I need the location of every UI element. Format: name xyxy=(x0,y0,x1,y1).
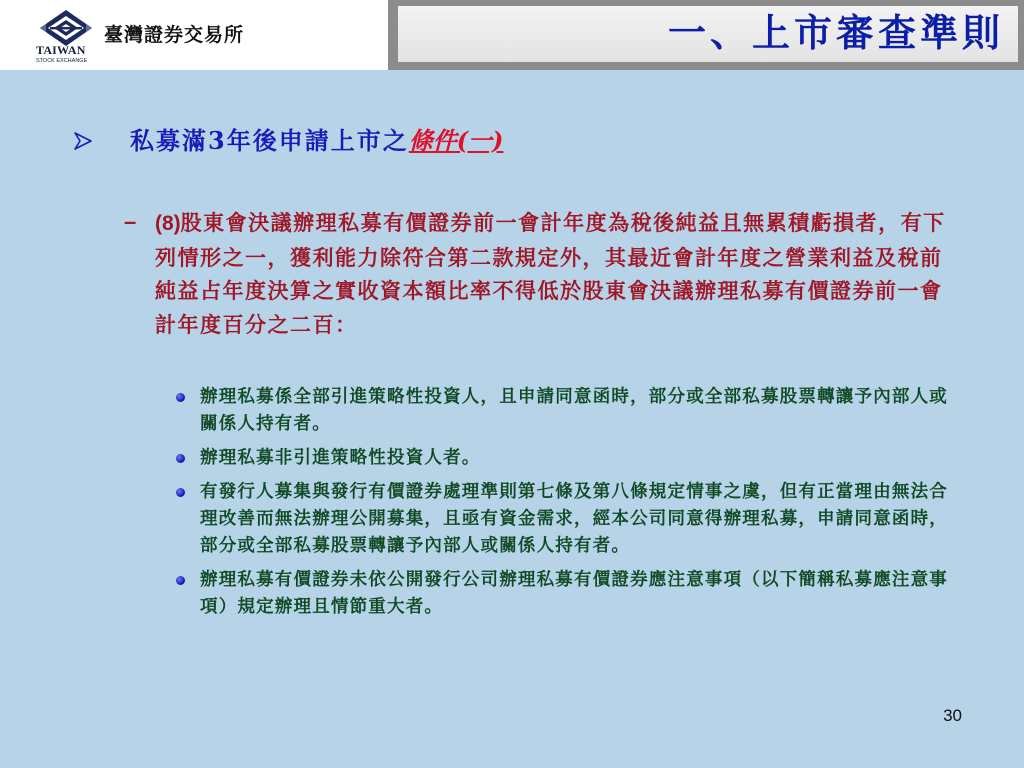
heading-main: 私募滿3年後申請上市之 xyxy=(130,126,409,155)
logo-text-en-sub: STOCK EXCHANGE xyxy=(36,58,88,64)
dot-bullet-icon xyxy=(176,393,185,402)
dash-bullet: – xyxy=(124,209,137,234)
list-item xyxy=(174,567,954,621)
logo-text-en: TAIWAN xyxy=(36,43,86,57)
dot-bullet-icon xyxy=(176,488,185,497)
list-item xyxy=(174,445,954,472)
list-item-text: 辦理私募非引進策略性投資人者。 xyxy=(200,448,481,468)
list-item-text: 有發行人募集與發行有價證券處理準則第七條及第八條規定情事之虞，但有正當理由無法合理改善而無法辦理公開募集，且亟有資金需求，經本公司同意得辦理私募，申請同意函時，部分或全部私募股票轉讓予內部人或關係人持有者。 xyxy=(200,482,948,556)
dot-bullet-icon xyxy=(176,454,185,463)
sub-item-lead: (8) xyxy=(155,212,181,235)
dot-bullet-icon xyxy=(176,576,185,585)
tse-logo-icon xyxy=(36,8,96,48)
list-item-text: 辦理私募有價證券未依公開發行公司辦理私募有價證券應注意事項（以下簡稱私募應注意事項）規定辦理且情節重大者。 xyxy=(200,570,948,617)
slide-title: 一、上市審查準則 xyxy=(667,10,1004,55)
sub-item-text xyxy=(155,206,961,341)
page-number: 30 xyxy=(943,706,962,725)
slide-header xyxy=(0,0,1024,70)
bullet-list xyxy=(174,384,954,628)
logo-text-zh: 臺灣證券交易所 xyxy=(104,24,245,46)
arrow-bullet-icon xyxy=(74,132,92,150)
list-item xyxy=(174,384,954,438)
list-item xyxy=(174,479,954,560)
list-item-text: 辦理私募係全部引進策略性投資人，且申請同意函時，部分或全部私募股票轉讓予內部人或關係人持有者。 xyxy=(200,387,948,434)
sub-item-body: 股東會決議辦理私募有價證券前一會計年度為稅後純益且無累積虧損者，有下列情形之一，獲利能力除符合第二款規定外，其最近會計年度之營業利益及稅前純益占年度決算之實收資本額比率不得低於股東會決議辦理私募有價證券前一會計年度百分之二百： xyxy=(155,210,946,337)
section-heading xyxy=(130,124,503,158)
logo-area xyxy=(0,0,388,70)
heading-accent: 條件(一) xyxy=(408,126,504,155)
title-panel xyxy=(398,6,1018,62)
